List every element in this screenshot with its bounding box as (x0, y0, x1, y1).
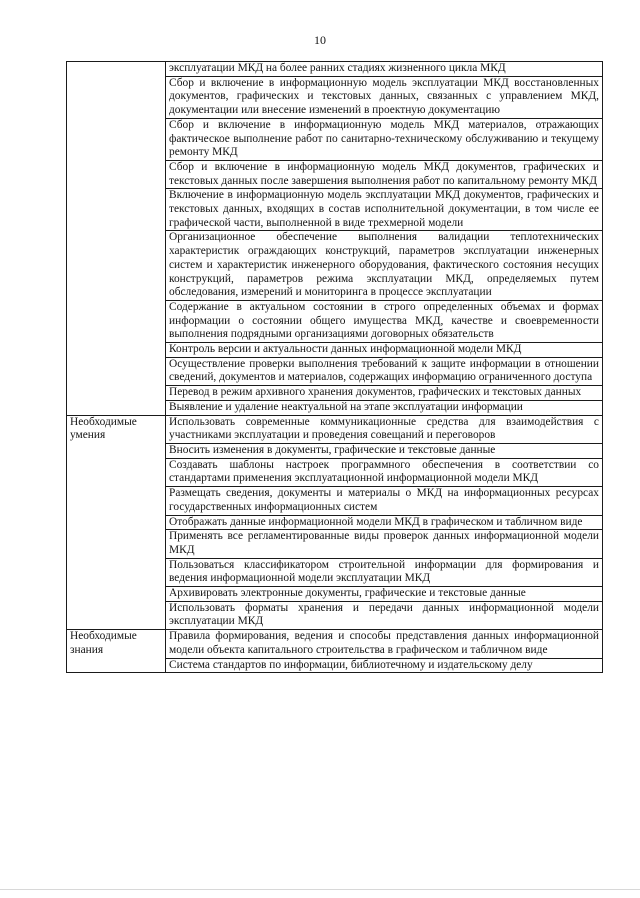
requirement-item: Пользоваться классификатором строительной информации для формирования и ведения информационной модели эксплуатации МКД (166, 558, 603, 586)
requirement-item: Система стандартов по информации, библиотечному и издательскому делу (166, 658, 603, 673)
section-label (67, 62, 166, 416)
requirement-item: Перевод в режим архивного хранения документов, графических и текстовых данных (166, 386, 603, 401)
requirement-item: Выявление и удаление неактуальной на этапе эксплуатации информации (166, 400, 603, 415)
requirement-item: Содержание в актуальном состоянии в строго определенных объемах и формах информации о состоянии общего имущества МКД, качестве и своевременности выполнения подрядными организациями договорных обязательств (166, 300, 603, 342)
requirement-item: Отображать данные информационной модели МКД в графическом и табличном виде (166, 515, 603, 530)
table-row (67, 415, 603, 443)
requirements-table (66, 61, 603, 673)
requirement-item: Осуществление проверки выполнения требований к защите информации в отношении сведений, документов и материалов, содержащих информацию ограниченного доступа (166, 357, 603, 385)
requirement-item: Архивировать электронные документы, графические и текстовые данные (166, 587, 603, 602)
requirement-item: Организационное обеспечение выполнения валидации теплотехнических характеристик ограждающих конструкций, параметров эксплуатации инженерных систем и характеристик инженерного оборудования, фактического состояния несущих конструкций, параметров режима эксплуатации МКД, определяемых путем обследования, измерений и мониторинга в процессе эксплуатации (166, 231, 603, 301)
requirement-item: эксплуатации МКД на более ранних стадиях жизненного цикла МКД (166, 62, 603, 77)
requirement-item: Включение в информационную модель эксплуатации МКД документов, графических и текстовых данных, входящих в состав исполнительной документации, в том числе ее графической части, выполненной в виде трехмерной модели (166, 189, 603, 231)
requirement-item: Применять все регламентированные виды проверок данных информационной модели МКД (166, 530, 603, 558)
requirement-item: Создавать шаблоны настроек программного обеспечения в соответствии со стандартами применения эксплуатационной информационной модели МКД (166, 458, 603, 486)
requirement-item: Использовать форматы хранения и передачи данных информационной модели эксплуатации МКД (166, 601, 603, 629)
section-label: Необходимые знания (67, 630, 166, 673)
requirement-item: Вносить изменения в документы, графические и текстовые данные (166, 443, 603, 458)
requirement-item: Правила формирования, ведения и способы представления данных информационной модели объекта капитального строительства в графическом и табличном виде (166, 630, 603, 658)
requirement-item: Сбор и включение в информационную модель МКД документов, графических и текстовых данных после завершения выполнения работ по капитальному ремонту МКД (166, 160, 603, 188)
requirement-item: Размещать сведения, документы и материалы о МКД на информационных ресурсах государственных информационных систем (166, 487, 603, 515)
section-label: Необходимые умения (67, 415, 166, 630)
requirement-item: Сбор и включение в информационную модель эксплуатации МКД восстановленных документов, графических и текстовых данных, связанных с управлением МКД, документации или внесение изменений в проектную документацию (166, 76, 603, 118)
requirements-table-body (67, 62, 603, 673)
requirement-item: Использовать современные коммуникационные средства для взаимодействия с участниками эксплуатации и проведения совещаний и переговоров (166, 415, 603, 443)
table-row (67, 630, 603, 658)
page-number: 10 (314, 33, 326, 47)
table-row (67, 62, 603, 77)
scan-edge-line (0, 889, 640, 890)
requirement-item: Сбор и включение в информационную модель МКД материалов, отражающих фактическое выполнение работ по санитарно-техническому обслуживанию и текущему ремонту МКД (166, 118, 603, 160)
requirement-item: Контроль версии и актуальности данных информационной модели МКД (166, 343, 603, 358)
